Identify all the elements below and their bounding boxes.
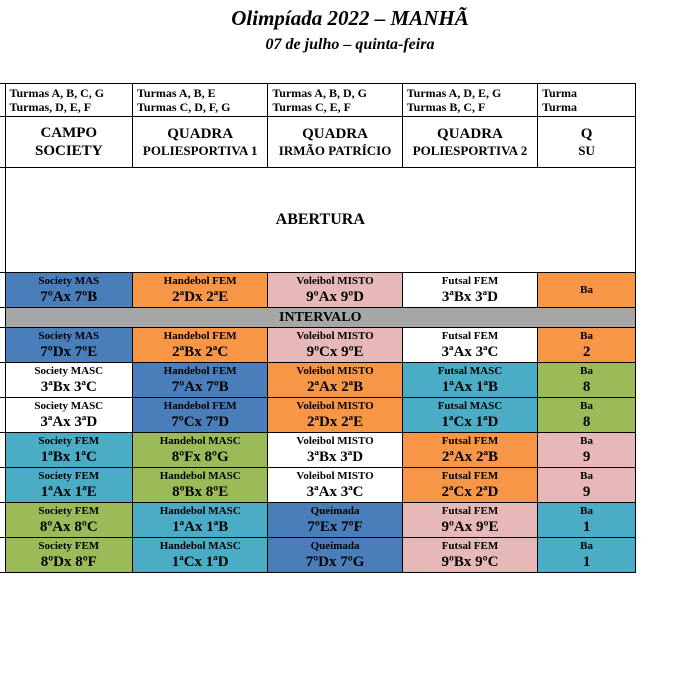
match-cell — [268, 503, 402, 538]
match-cell — [538, 328, 636, 363]
sport-label: Handebol MASC — [159, 504, 241, 517]
sport-label: Futsal FEM — [441, 539, 499, 552]
match-label: 1ªBx 1ªC — [40, 448, 97, 465]
sport-label: Ba — [580, 539, 593, 552]
sport-label: Ba — [580, 329, 593, 342]
match-cell — [5, 273, 132, 308]
match-cell — [538, 433, 636, 468]
sport-label: Handebol MASC — [159, 539, 241, 552]
page-title: Olimpíada 2022 – MANHÃ — [231, 6, 469, 30]
match-cell — [538, 538, 636, 573]
sport-label: Voleibol MISTO — [296, 434, 374, 447]
match-row — [0, 328, 636, 363]
venue-row — [0, 117, 636, 168]
match-row — [0, 503, 636, 538]
match-label: 7ºCx 7ºD — [171, 413, 230, 430]
match-label: 2ªCx 2ªD — [441, 483, 499, 500]
match-cell — [538, 468, 636, 503]
match-cell — [402, 363, 537, 398]
sport-label: Queimada — [310, 539, 360, 552]
match-cell — [538, 503, 636, 538]
sport-label: Handebol MASC — [159, 434, 241, 447]
sport-label: Society FEM — [38, 539, 100, 552]
match-label: 2ªBx 2ªC — [172, 343, 229, 360]
match-cell — [402, 538, 537, 573]
match-cell — [5, 433, 132, 468]
match-cell — [268, 538, 402, 573]
match-label: 3ªAx 3ªC — [441, 343, 499, 360]
match-cell — [268, 398, 402, 433]
match-label: 7ºAx 7ºB — [171, 378, 229, 395]
match-cell — [5, 328, 132, 363]
sport-label: Futsal FEM — [441, 434, 499, 447]
match-label: 1ªAx 1ªB — [172, 518, 229, 535]
match-label: 7ºDx 7ºG — [305, 553, 365, 570]
sport-label: Handebol FEM — [163, 399, 237, 412]
match-label: 1ªAx 1ªB — [441, 378, 498, 395]
match-label: 8ºBx 8ºE — [172, 483, 229, 500]
match-label: 3ªBx 3ªC — [40, 378, 97, 395]
turmas-cell: Turma Turma — [538, 84, 636, 117]
sport-label: Ba — [580, 504, 593, 517]
match-label: 3ªBx 3ªD — [307, 448, 364, 465]
match-label: 2ªAx 2ªB — [307, 378, 364, 395]
match-cell — [402, 468, 537, 503]
match-cell — [402, 433, 537, 468]
match-cell — [133, 433, 268, 468]
sport-label: Society MAS — [38, 329, 100, 342]
intervalo-row — [0, 308, 636, 328]
match-label: 2 — [582, 343, 591, 360]
match-label: 7ºEx 7ºF — [307, 518, 363, 535]
match-cell — [268, 468, 402, 503]
sport-label: Futsal FEM — [441, 329, 499, 342]
sport-label: Voleibol MISTO — [296, 329, 374, 342]
match-cell — [402, 273, 537, 308]
match-cell — [133, 538, 268, 573]
match-cell — [268, 433, 402, 468]
match-label: 3ªBx 3ªD — [441, 288, 498, 305]
match-cell — [402, 503, 537, 538]
sport-label: Handebol FEM — [163, 329, 237, 342]
match-cell — [538, 398, 636, 433]
match-cell — [268, 328, 402, 363]
sport-label: Futsal FEM — [441, 274, 499, 287]
match-cell — [538, 273, 636, 308]
match-label: 8 — [582, 378, 591, 395]
match-label: 8 — [582, 413, 591, 430]
sport-label: Society MASC — [34, 364, 104, 377]
match-row — [0, 468, 636, 503]
match-cell — [133, 398, 268, 433]
match-label: 2ªAx 2ªB — [441, 448, 498, 465]
turmas-cell: Turmas A, B, E Turmas C, D, F, G — [133, 84, 268, 117]
match-cell — [133, 273, 268, 308]
venue-cell: QUADRA IRMÃO PATRÍCIO — [268, 117, 402, 168]
sport-label: Society FEM — [38, 434, 100, 447]
match-cell — [133, 503, 268, 538]
match-label: 3ªAx 3ªD — [40, 413, 98, 430]
match-cell — [268, 363, 402, 398]
sport-label: Ba — [580, 283, 593, 296]
sport-label: Society FEM — [38, 469, 100, 482]
match-cell — [268, 273, 402, 308]
sport-label: Ba — [580, 469, 593, 482]
match-label: 3ªAx 3ªC — [306, 483, 364, 500]
venue-cell: QUADRA POLIESPORTIVA 1 — [133, 117, 268, 168]
sport-label: Handebol FEM — [163, 274, 237, 287]
abertura-row — [0, 168, 636, 273]
sport-label: Futsal MASC — [437, 364, 503, 377]
match-cell — [133, 328, 268, 363]
sport-label: Ba — [580, 399, 593, 412]
match-label: 1ªCx 1ªD — [171, 553, 229, 570]
match-label: 9 — [582, 483, 591, 500]
sport-label: Voleibol MISTO — [296, 364, 374, 377]
match-label: 9ºAx 9ºD — [306, 288, 364, 305]
match-cell — [5, 363, 132, 398]
match-cell — [402, 398, 537, 433]
sport-label: Society MASC — [34, 399, 104, 412]
match-cell — [5, 468, 132, 503]
schedule-table — [0, 83, 636, 573]
match-cell — [5, 538, 132, 573]
sport-label: Handebol MASC — [159, 469, 241, 482]
page-subtitle: 07 de julho – quinta-feira — [265, 36, 435, 53]
match-label: 9ºBx 9ºC — [441, 553, 499, 570]
turmas-cell: Turmas A, B, D, G Turmas C, E, F — [268, 84, 402, 117]
sport-label: Futsal MASC — [437, 399, 503, 412]
match-label: 8ºAx 8ºC — [39, 518, 98, 535]
match-label: 8ºDx 8ºF — [40, 553, 97, 570]
sport-label: Voleibol MISTO — [296, 274, 374, 287]
sport-label: Futsal FEM — [441, 469, 499, 482]
match-label: 9 — [582, 448, 591, 465]
venue-cell: Q SU — [538, 117, 636, 168]
match-label: 2ªDx 2ªE — [172, 288, 229, 305]
sport-label: Voleibol MISTO — [296, 469, 374, 482]
match-row — [0, 273, 636, 308]
match-row — [0, 538, 636, 573]
sport-label: Society FEM — [38, 504, 100, 517]
match-label: 7ºDx 7ºE — [40, 343, 98, 360]
match-label: 2ªDx 2ªE — [307, 413, 364, 430]
turmas-cell: Turmas A, B, C, G Turmas, D, E, F — [5, 84, 132, 117]
match-label: 1ªCx 1ªD — [441, 413, 499, 430]
match-label: 8ºFx 8ºG — [171, 448, 229, 465]
match-label: 9ºAx 9ºE — [441, 518, 499, 535]
match-label: 7ºAx 7ºB — [40, 288, 98, 305]
sport-label: Futsal FEM — [441, 504, 499, 517]
match-row — [0, 398, 636, 433]
match-row — [0, 363, 636, 398]
turmas-cell: Turmas A, D, E, G Turmas B, C, F — [402, 84, 537, 117]
turmas-row — [0, 84, 636, 117]
venue-cell: QUADRA POLIESPORTIVA 2 — [402, 117, 537, 168]
match-label: 1 — [582, 518, 591, 535]
match-label: 1ªAx 1ªE — [40, 483, 97, 500]
sport-label: Queimada — [310, 504, 360, 517]
match-label: 1 — [582, 553, 591, 570]
match-label: 9ºCx 9ºE — [306, 343, 364, 360]
match-cell — [402, 328, 537, 363]
intervalo-label: INTERVALO — [5, 308, 635, 328]
sport-label: Ba — [580, 434, 593, 447]
match-cell — [5, 398, 132, 433]
match-cell — [5, 503, 132, 538]
match-row — [0, 433, 636, 468]
sport-label: Handebol FEM — [163, 364, 237, 377]
sport-label: Society MAS — [38, 274, 100, 287]
sport-label: Ba — [580, 364, 593, 377]
match-cell — [133, 363, 268, 398]
match-cell — [538, 363, 636, 398]
sport-label: Voleibol MISTO — [296, 399, 374, 412]
match-cell — [133, 468, 268, 503]
venue-cell: CAMPO SOCIETY — [5, 117, 132, 168]
abertura-label: ABERTURA — [5, 168, 635, 273]
